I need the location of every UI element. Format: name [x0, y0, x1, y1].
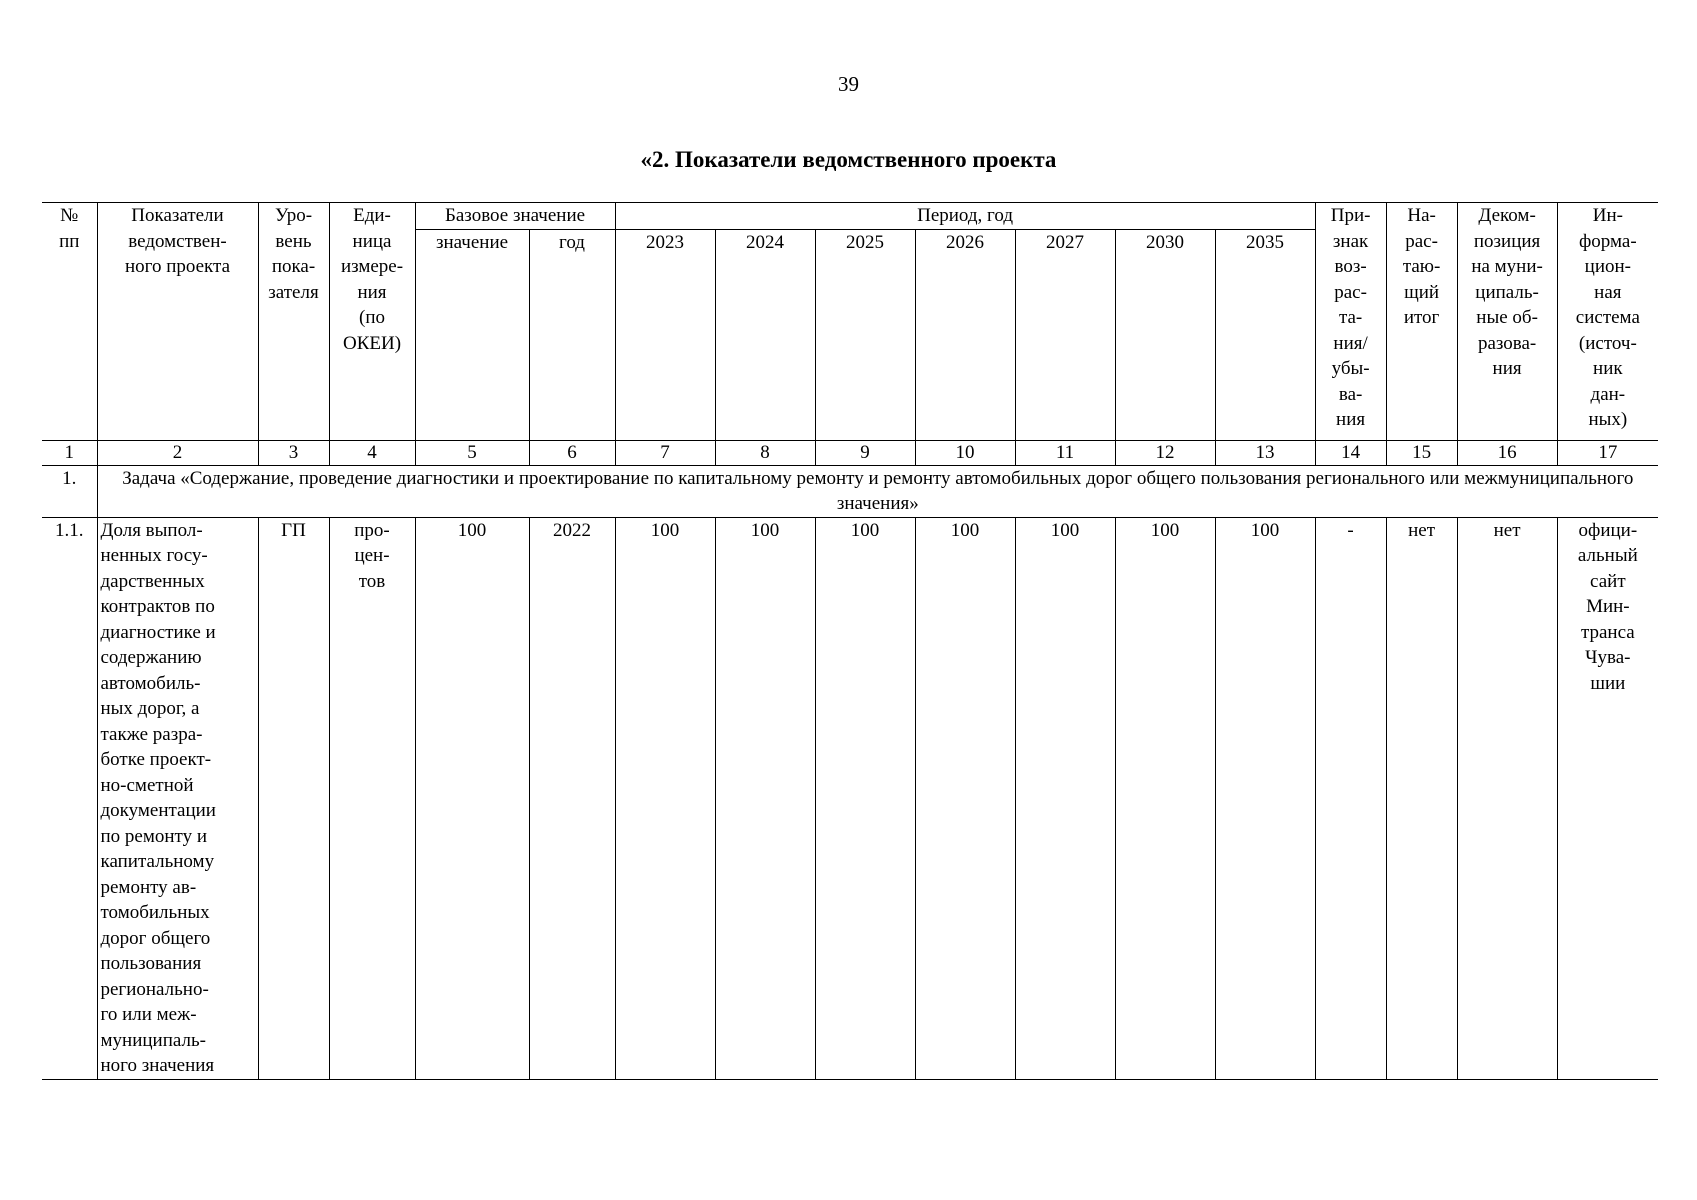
- task-row: [42, 465, 1658, 517]
- base-year: 2022: [529, 517, 615, 1079]
- column-number: 10: [915, 440, 1015, 465]
- header-year: 2027: [1015, 229, 1115, 440]
- column-number: 6: [529, 440, 615, 465]
- header-base-value: значение: [415, 229, 529, 440]
- indicator-level: ГП: [258, 517, 329, 1079]
- header-growth-sign: При- знак воз- рас- та- ния/ убы- ва- ния: [1315, 203, 1386, 441]
- header-decomposition: Деком- позиция на муни- ципаль- ные об- разова- ния: [1457, 203, 1557, 441]
- header-cumulative: На- рас- таю- щий итог: [1386, 203, 1457, 441]
- header-year: 2023: [615, 229, 715, 440]
- column-number: 1: [42, 440, 97, 465]
- value-2026: 100: [915, 517, 1015, 1079]
- decomposition: нет: [1457, 517, 1557, 1079]
- header-info-system: Ин- форма- цион- ная система (источ- ник дан- ных): [1557, 203, 1658, 441]
- column-number: 16: [1457, 440, 1557, 465]
- value-2025: 100: [815, 517, 915, 1079]
- base-value: 100: [415, 517, 529, 1079]
- task-number: 1.: [42, 465, 97, 517]
- column-number: 8: [715, 440, 815, 465]
- column-numbers-row: [42, 440, 1658, 465]
- value-2035: 100: [1215, 517, 1315, 1079]
- column-number: 14: [1315, 440, 1386, 465]
- header-num: № пп: [42, 203, 97, 441]
- column-number: 3: [258, 440, 329, 465]
- column-number: 2: [97, 440, 258, 465]
- column-number: 7: [615, 440, 715, 465]
- value-2027: 100: [1015, 517, 1115, 1079]
- header-year: 2025: [815, 229, 915, 440]
- task-text: Задача «Содержание, проведение диагностики и проектирование по капитальному ремонту и ремонту автомобильных дорог общего пользования регионального или межмуниципального значения»: [97, 465, 1658, 517]
- header-unit: Еди- ница измере- ния (по ОКЕИ): [329, 203, 415, 441]
- header-base-year: год: [529, 229, 615, 440]
- column-number: 5: [415, 440, 529, 465]
- header-row-1: [42, 203, 1658, 230]
- page-number: 39: [838, 72, 859, 96]
- value-2023: 100: [615, 517, 715, 1079]
- header-year: 2035: [1215, 229, 1315, 440]
- indicators-table: [42, 202, 1658, 1080]
- column-number: 12: [1115, 440, 1215, 465]
- column-number: 4: [329, 440, 415, 465]
- indicator-name: Доля выпол- ненных госу- дарственных контрактов по диагностике и содержанию автомобиль- ных дорог, а также разра- ботке проект- но-сметной документации по ремонту и капитальному ремонту ав- томобильных дорог общего пользования регионально- го или меж- муниципаль- ного значения: [97, 517, 258, 1079]
- column-number: 15: [1386, 440, 1457, 465]
- info-system: офици- альный сайт Мин- транса Чува- шии: [1557, 517, 1658, 1079]
- cumulative: нет: [1386, 517, 1457, 1079]
- header-base-group: Базовое значение: [415, 203, 615, 230]
- column-number: 11: [1015, 440, 1115, 465]
- header-level: Уро- вень пока- зателя: [258, 203, 329, 441]
- growth-sign: -: [1315, 517, 1386, 1079]
- header-indicator: Показатели ведомствен- ного проекта: [97, 203, 258, 441]
- value-2030: 100: [1115, 517, 1215, 1079]
- column-number: 13: [1215, 440, 1315, 465]
- header-year: 2026: [915, 229, 1015, 440]
- indicator-row: [42, 517, 1658, 1079]
- column-number: 9: [815, 440, 915, 465]
- header-year: 2024: [715, 229, 815, 440]
- column-number: 17: [1557, 440, 1658, 465]
- header-year: 2030: [1115, 229, 1215, 440]
- value-2024: 100: [715, 517, 815, 1079]
- document-title: «2. Показатели ведомственного проекта: [640, 147, 1057, 172]
- indicator-unit: про- цен- тов: [329, 517, 415, 1079]
- header-period-group: Период, год: [615, 203, 1315, 230]
- row-number: 1.1.: [42, 517, 97, 1079]
